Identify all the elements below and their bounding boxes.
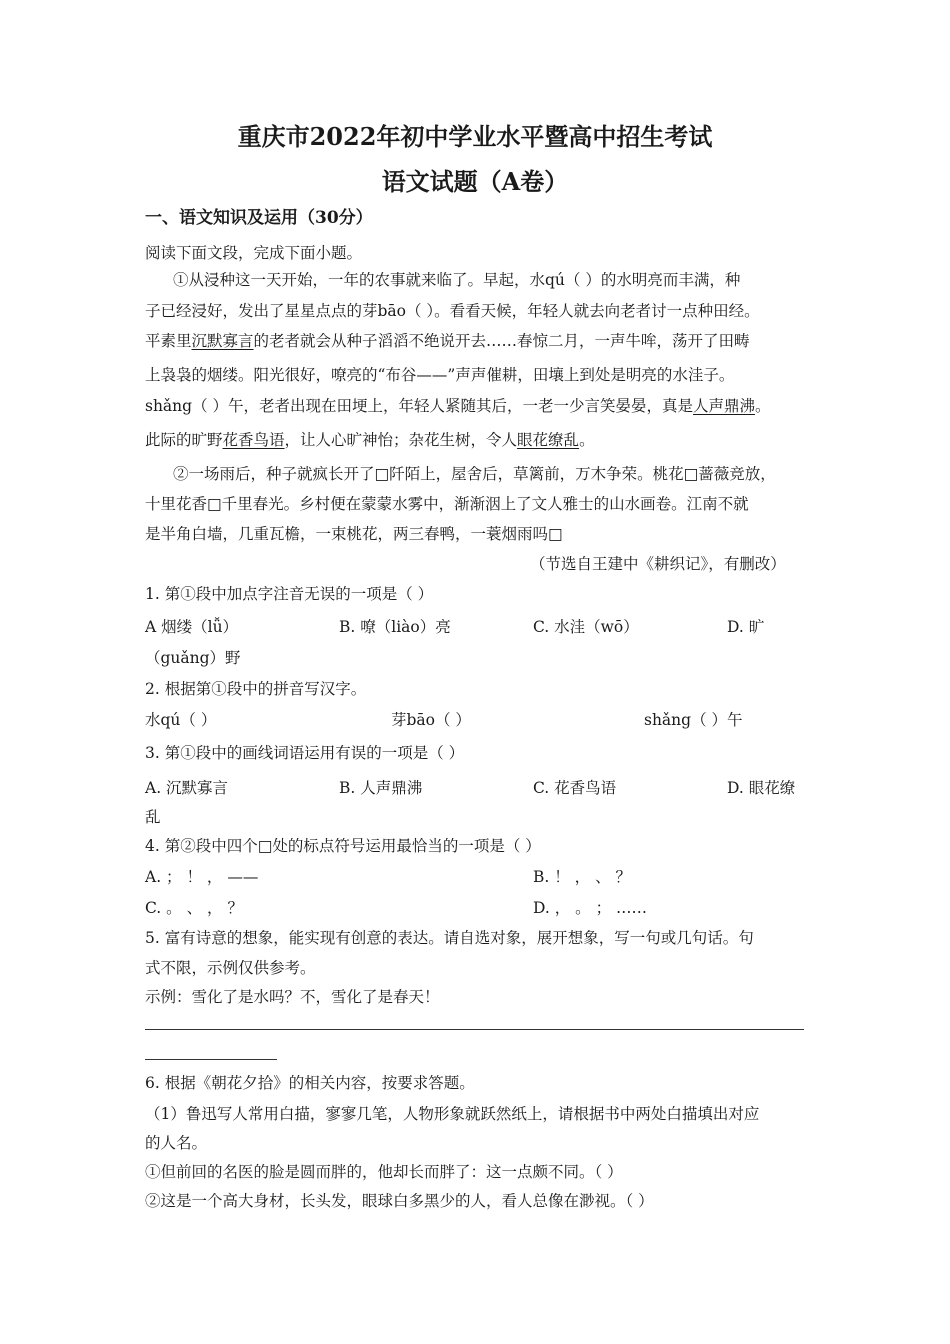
passage-p1-line5: [145, 396, 771, 416]
answer-line[interactable]: [145, 1029, 804, 1030]
q1-option-d-continued: （guǎng）野: [145, 649, 241, 667]
q1-option-b: B. 嘹（liào）亮: [339, 618, 451, 636]
section-heading: 一、语文知识及运用（30分）: [145, 208, 373, 228]
q3-option-c: C. 花香鸟语: [533, 779, 617, 797]
question-4-stem: 4. 第②段中四个□处的标点符号运用最恰当的一项是（ ）: [145, 837, 541, 855]
q6-item-1: ①但前回的名医的脸是圆而胖的，他却长而胖了：这一点颇不同。（ ）: [145, 1163, 623, 1181]
q2-blank-1: 水qú（ ）: [145, 711, 217, 729]
exam-title: 重庆市2022年初中学业水平暨高中招生考试: [237, 122, 713, 151]
reading-intro: 阅读下面文段，完成下面小题。: [145, 244, 363, 262]
exam-subtitle: 语文试题（A卷）: [381, 167, 569, 196]
q1-option-d: D. 旷: [727, 618, 765, 636]
passage-p1-line4: 上袅袅的烟缕。阳光很好，嘹亮的“布谷——”声声催耕，田壤上到处是明亮的水洼子。: [145, 366, 735, 384]
q3-option-a: A. 沉默寡言: [145, 779, 229, 797]
answer-line-short[interactable]: [145, 1059, 277, 1060]
question-6-stem: 6. 根据《朝花夕拾》的相关内容，按要求答题。: [145, 1074, 475, 1092]
q3-option-d: D. 眼花缭: [727, 779, 796, 797]
passage-text: 。: [755, 397, 771, 415]
underlined-phrase: 眼花缭乱: [517, 431, 580, 449]
q6-sub1-line2: 的人名。: [145, 1134, 208, 1152]
passage-p1-line2: 子已经浸好，发出了星星点点的芽bāo（ ）。看看天候，年轻人就去向老者讨一点种田经。: [145, 302, 760, 320]
q5-example: 示例：雪化了是水吗？不，雪化了是春天！: [145, 988, 440, 1006]
underlined-phrase: 沉默寡言: [191, 332, 254, 350]
question-5-stem-line1: 5. 富有诗意的想象，能实现有创意的表达。请自选对象，展开想象，写一句或几句话。句: [145, 929, 754, 947]
q6-sub1-line1: （1）鲁迅写人常用白描，寥寥几笔，人物形象就跃然纸上，请根据书中两处白描填出对应: [145, 1105, 760, 1123]
q2-blank-2: 芽bāo（ ）: [391, 711, 471, 729]
passage-text: 平素里: [145, 332, 192, 350]
q4-option-c: C. 。 、 ， ？: [145, 899, 243, 917]
q4-option-b: B. ！ ， 、 ？: [533, 868, 632, 886]
passage-p1-line1: ①从浸种这一天开始，一年的农事就来临了。早起，水qú（ ）的水明亮而丰满，种: [173, 271, 741, 289]
passage-p2-line3: 是半角白墙，几重瓦檐，一束桃花，两三春鸭，一蓑烟雨吗□: [145, 525, 563, 543]
q3-option-d-continued: 乱: [145, 808, 161, 826]
q2-blank-3: shǎng（ ）午: [644, 711, 743, 729]
q4-option-d: D. ， 。 ； ……: [533, 899, 648, 917]
q4-option-a: A. ； ！ ， ——: [145, 868, 259, 886]
question-3-stem: 3. 第①段中的画线词语运用有误的一项是（ ）: [145, 744, 465, 762]
passage-text: 。: [579, 431, 595, 449]
q1-option-c: C. 水洼（wō）: [533, 618, 639, 636]
passage-text: shǎng（ ）午，老者出现在田埂上，年轻人紧随其后，一老一少言笑晏晏，真是: [145, 397, 694, 415]
underlined-phrase: 花香鸟语: [222, 431, 285, 449]
passage-p2-line2: 十里花香□千里春光。乡村便在蒙蒙水雾中，渐渐洇上了文人雅士的山水画卷。江南不就: [145, 495, 749, 513]
q1-option-a: A 烟缕（lǚ）: [145, 618, 239, 636]
q3-option-b: B. 人声鼎沸: [339, 779, 423, 797]
passage-text: ，让人心旷神怡；杂花生树，令人: [284, 431, 518, 449]
passage-source: （节选自王建中《耕织记》，有删改）: [530, 555, 786, 573]
question-5-stem-line2: 式不限，示例仅供参考。: [145, 959, 316, 977]
question-1-stem: 1. 第①段中加点字注音无误的一项是（ ）: [145, 585, 434, 603]
passage-text: 的老者就会从种子滔滔不绝说开去……春惊二月，一声牛哞，荡开了田畴: [253, 332, 750, 350]
underlined-phrase: 人声鼎沸: [693, 397, 756, 415]
passage-p1-line6: [145, 430, 595, 450]
passage-text: 此际的旷野: [145, 431, 223, 449]
passage-p1-line3: [145, 331, 750, 351]
question-2-stem: 2. 根据第①段中的拼音写汉字。: [145, 680, 367, 698]
passage-p2-line1: ②一场雨后，种子就疯长开了□阡陌上，屋舍后，草篱前，万木争荣。桃花□蔷薇竞放，: [173, 465, 776, 483]
q6-item-2: ②这是一个高大身材，长头发，眼球白多黑少的人，看人总像在渺视。（ ）: [145, 1192, 654, 1210]
